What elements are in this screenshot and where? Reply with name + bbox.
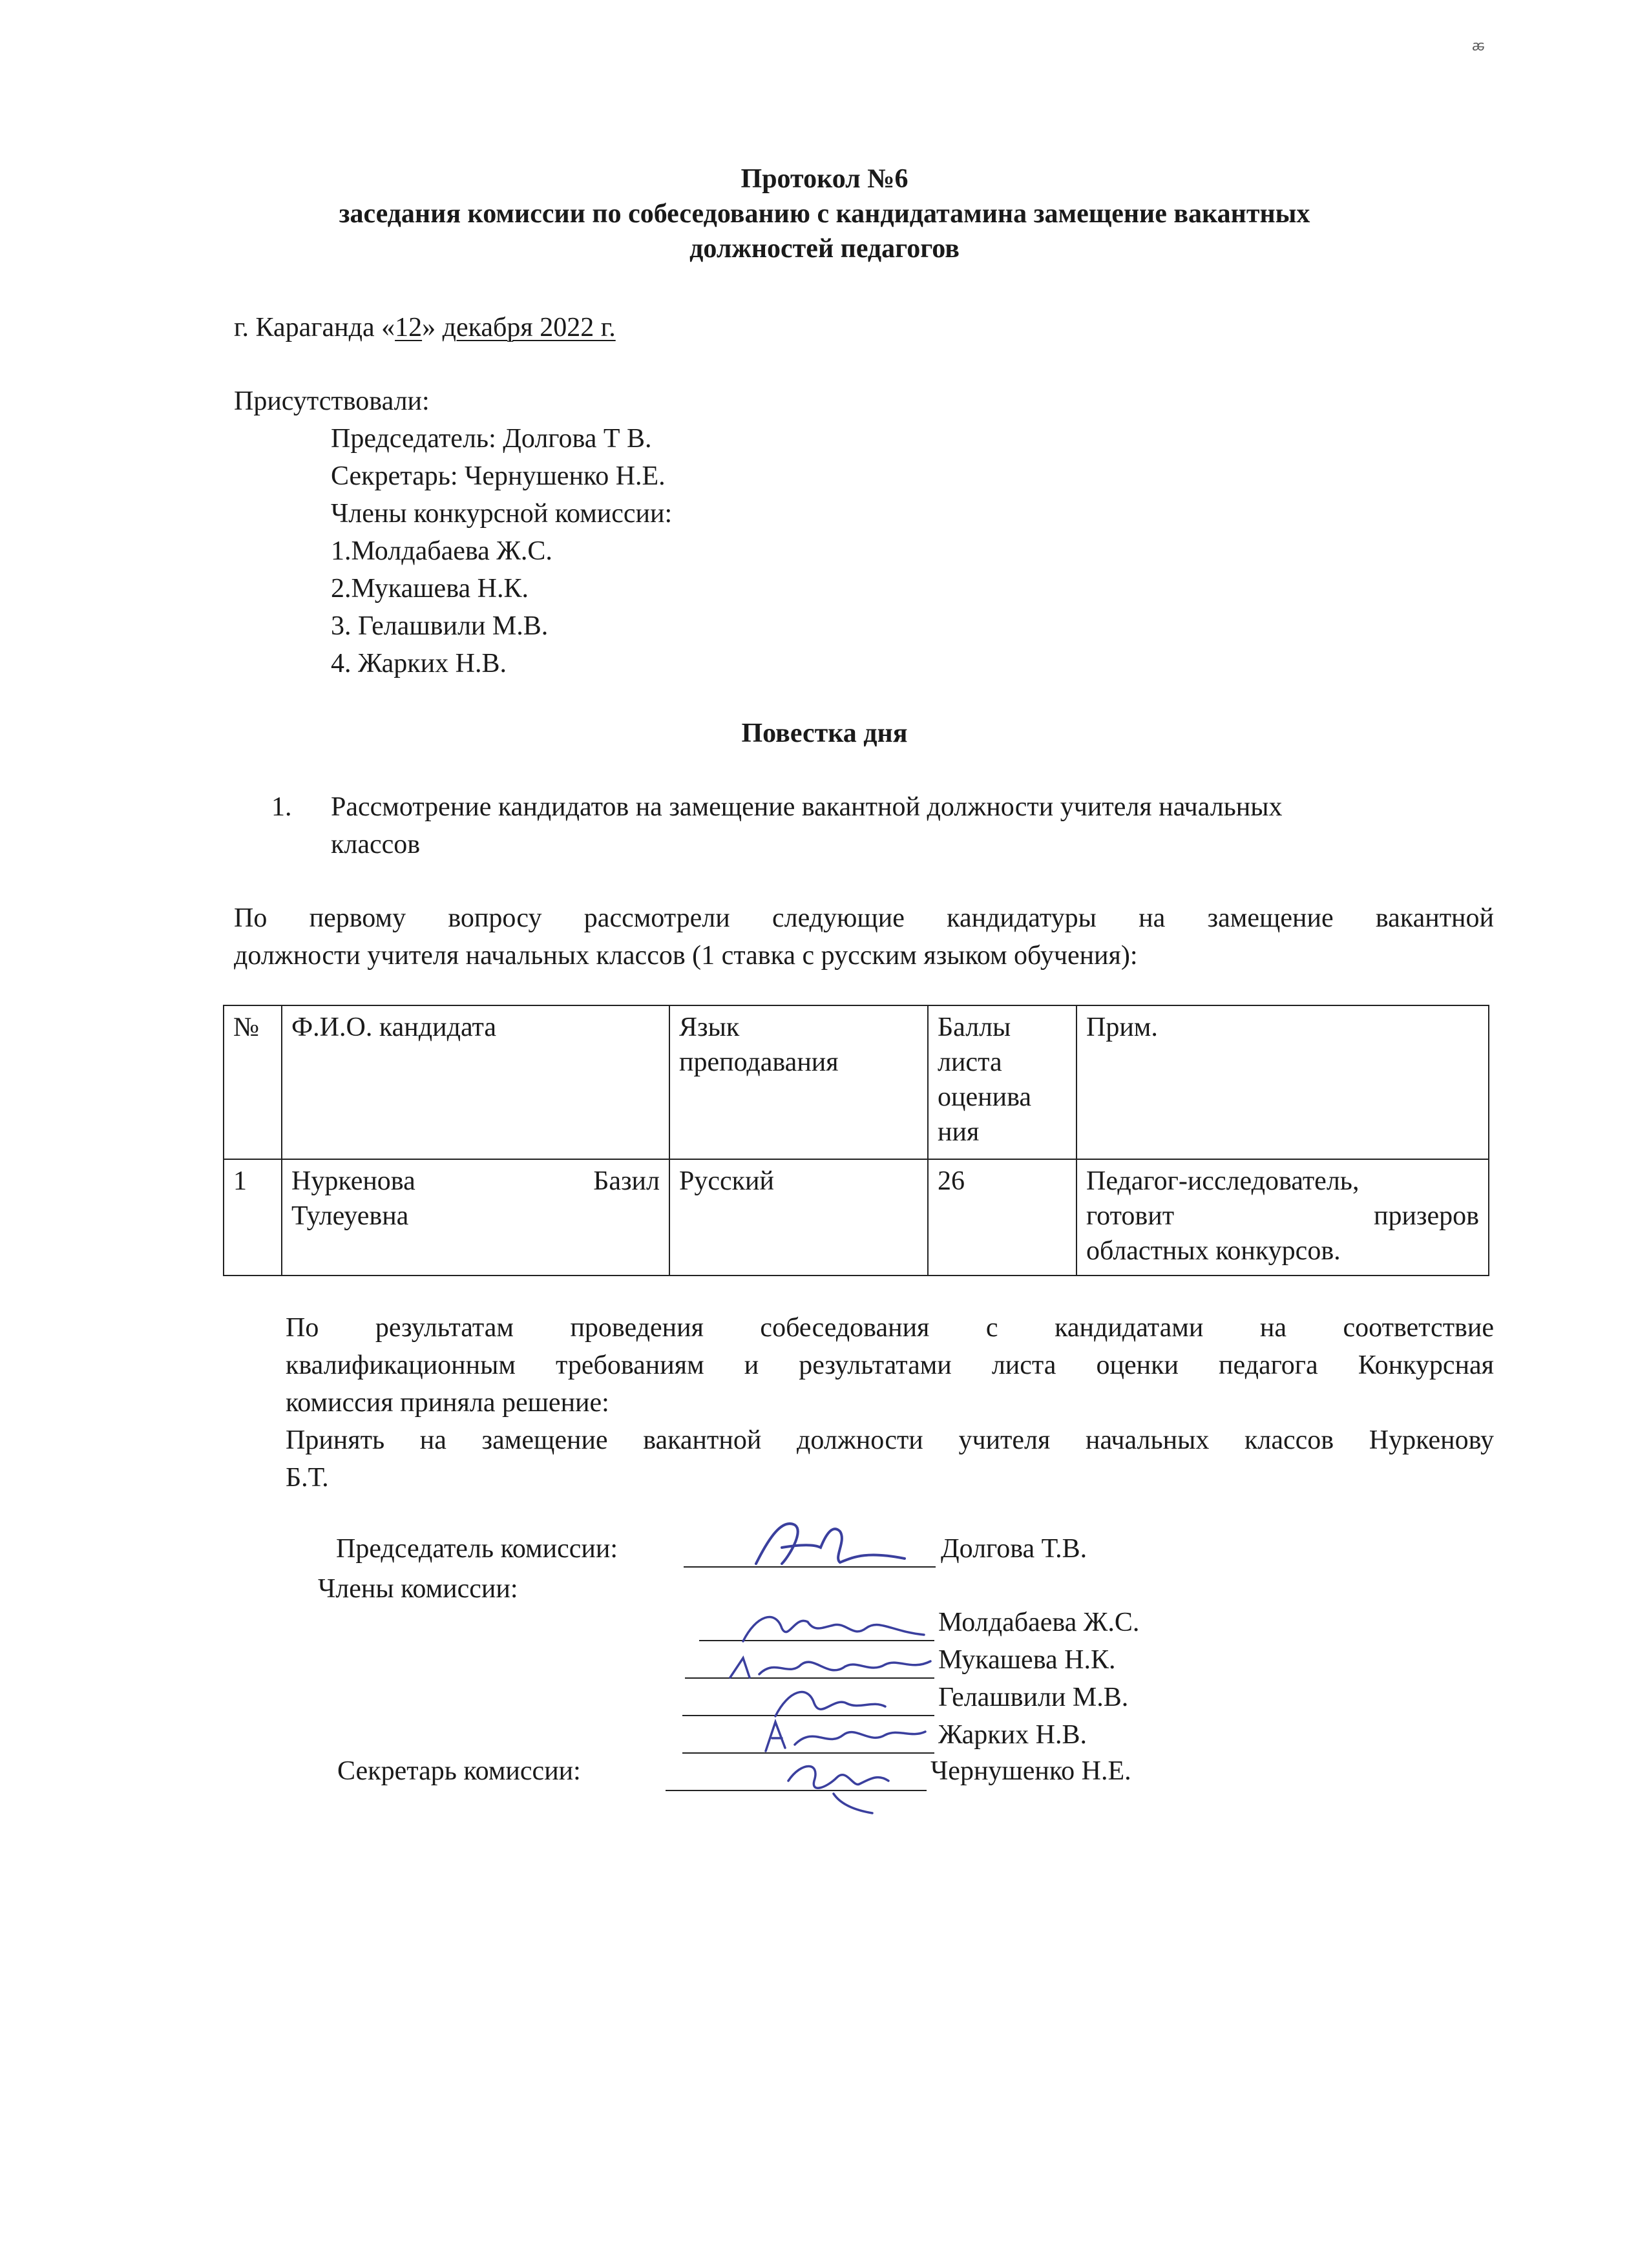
- note-line3: областных конкурсов.: [1086, 1236, 1341, 1266]
- agenda-heading: Повестка дня: [741, 719, 908, 748]
- header-score-line: оценива: [938, 1082, 1031, 1112]
- chair-signature: [743, 1512, 911, 1577]
- name-given: Базил: [593, 1166, 660, 1196]
- attendance-member: 3. Гелашвили М.В.: [331, 611, 549, 641]
- decision-line2: квалификационным требованиям и результатами листа оценки педагога Конкурсная: [286, 1350, 1494, 1380]
- candidates-table: [223, 1005, 1489, 1276]
- attendance-member: 4. Жарких Н.В.: [331, 649, 507, 678]
- first-question-line2: должности учителя начальных классов (1 ставка с русским языком обучения):: [234, 941, 1138, 971]
- header-score-line: Баллы: [938, 1013, 1011, 1042]
- place-date: [234, 309, 616, 346]
- name-patronymic: Тулеуевна: [291, 1201, 409, 1231]
- header-score-line: листа: [938, 1047, 1002, 1077]
- decision-line3: комиссия приняла решение:: [286, 1388, 609, 1418]
- agenda-item-line1: Рассмотрение кандидатов на замещение вакантной должности учителя начальных: [331, 792, 1283, 822]
- document-title: Протокол №6: [740, 164, 909, 194]
- chair-signature-label: Председатель комиссии:: [336, 1534, 618, 1564]
- member-name: Молдабаева Ж.С.: [938, 1608, 1140, 1637]
- attendance-secretary: Секретарь: Чернушенко Н.Е.: [331, 461, 666, 491]
- header-language-line: преподавания: [679, 1047, 839, 1077]
- decision-line1: По результатам проведения собеседования с кандидатами на соответствие: [286, 1313, 1494, 1343]
- document-subtitle-line2: должностей педагогов: [689, 234, 960, 264]
- agenda-item-line2: классов: [331, 830, 421, 859]
- table-row: [224, 1159, 1489, 1276]
- decision-line5: Б.Т.: [286, 1463, 329, 1493]
- attendance-chair: Председатель: Долгова Т В.: [331, 424, 652, 454]
- header-score: [928, 1005, 1077, 1159]
- member-name: Гелашвили М.В.: [938, 1683, 1129, 1712]
- secretary-signature-label: Секретарь комиссии:: [337, 1756, 581, 1786]
- place-prefix: г. Караганда «: [234, 313, 395, 342]
- attendance-member: 2.Мукашева Н.К.: [331, 574, 529, 604]
- cell-name-line1: [291, 1164, 660, 1199]
- cell-score: 26: [928, 1159, 1077, 1276]
- name-surname: Нуркенова: [291, 1166, 415, 1196]
- header-note: Прим.: [1077, 1005, 1489, 1159]
- note-line1: Педагог-исследователь,: [1086, 1166, 1360, 1196]
- note-word: призеров: [1373, 1201, 1479, 1231]
- agenda-item-number: 1.: [271, 792, 292, 822]
- cell-language: Русский: [669, 1159, 928, 1276]
- chair-name: Долгова Т.В.: [941, 1534, 1087, 1564]
- header-score-line: ния: [938, 1117, 980, 1147]
- attendance-members-heading: Члены конкурсной комиссии:: [331, 499, 673, 529]
- secretary-signature: [775, 1748, 905, 1820]
- cell-name: [282, 1159, 669, 1276]
- header-name: Ф.И.О. кандидата: [282, 1005, 669, 1159]
- decision-line4: Принять на замещение вакантной должности учителя начальных классов Нуркенову: [286, 1425, 1494, 1455]
- member-name: Мукашева Н.К.: [938, 1645, 1116, 1675]
- header-language-line: Язык: [679, 1013, 740, 1042]
- date-day: 12: [395, 313, 423, 342]
- member-name: Жарких Н.В.: [938, 1720, 1087, 1750]
- secretary-name: Чернушенко Н.Е.: [930, 1756, 1131, 1786]
- note-word: готовит: [1086, 1201, 1175, 1231]
- header-num: №: [224, 1005, 282, 1159]
- attendance-member: 1.Молдабаева Ж.С.: [331, 536, 552, 566]
- cell-note: [1077, 1159, 1489, 1276]
- note-line2: [1086, 1199, 1479, 1234]
- date-month-year: декабря 2022 г.: [442, 313, 616, 342]
- header-language: [669, 1005, 928, 1159]
- first-question-line1: По первому вопросу рассмотрели следующие кандидатуры на замещение вакантной: [234, 903, 1494, 933]
- cell-num: 1: [224, 1159, 282, 1276]
- date-mid: »: [422, 313, 443, 342]
- members-signature-label: Члены комиссии:: [318, 1574, 518, 1604]
- corner-mark: ꬱ: [1472, 37, 1485, 54]
- attendance-heading: Присутствовали:: [234, 386, 430, 416]
- document-subtitle-line1: заседания комиссии по собеседованию с кандидатамина замещение вакантных: [339, 199, 1310, 229]
- table-header-row: [224, 1005, 1489, 1159]
